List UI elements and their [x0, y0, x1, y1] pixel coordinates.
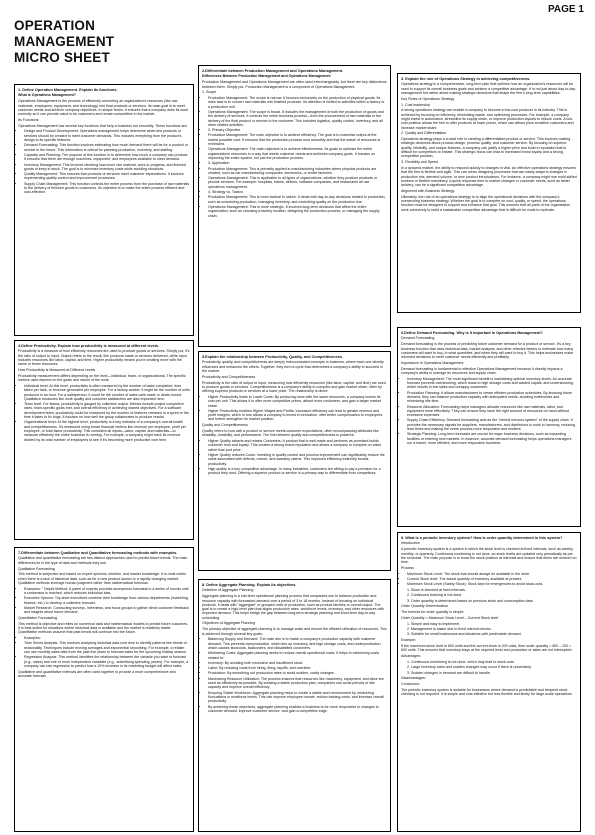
paragraph: Operations strategy plays a crucial role in creating a differentiated product or service. This involves making strategic decisions about product design, process quality, and customer service. By focusing on superior quality, reliability, and unique features, a company can justify a higher price and build a reputation that is difficult for competitors to imitate. This strategic focus can lead to increased brand loyalty and a strong competitive position. — [401, 137, 571, 159]
list-item: • High quality is a key competitive advantage: In many industries, customers are willing to pay a premium for a product they trust. Offering a superior product or service is a primary way to differentiate from competitors. — [208, 467, 387, 476]
paragraph: Quantitative Forecasting — [18, 615, 57, 620]
list-item: • Labor: By reducing costs from hiring, firing, layoffs, and overtime. — [208, 666, 387, 670]
paragraph: Process — [401, 565, 414, 570]
paragraph: Operations Management is the process of efficiently converting an organization's resources (like raw materials, employees, equipment, and technology) into final products or services. Its main goal is to meet customer needs and achieve company objectives. In simple terms, it ensures that a company does its work correctly so it can provide value to its customers and remain competitive in the market. — [18, 99, 188, 117]
section-heading: 1. Define Operation Management. Explain its functions. — [18, 88, 118, 92]
title-line: OPERATION — [14, 18, 96, 33]
list-item: • Higher Productivity enables Higher Wages and Profits: Increased efficiency can lead to greater revenue and profit margins, which in turn allows a company to invest in innovation, offer better compensation to employees, and further strengthen its market position. — [208, 409, 387, 422]
paragraph: Order Quantity Determination — [401, 604, 448, 609]
list-item: • Strategic Planning: Long-term forecasts are crucial for major business decisions, such as expanding facilities or entering new markets. In essence, accurate demand forecasting helps operations managers run a leaner, more efficient, and more responsive business. — [407, 432, 577, 445]
paragraph: Introduction — [401, 541, 420, 546]
paragraph: Demand forecasting is the process of predicting future customer demand for a product or service. It's a key business function that uses historical data, market analysis, and other relevant factors to estimate how many customers will want to buy, in what quantities, and when they will want to buy it. This helps businesses make informed decisions to meet customer needs efficiently and profitably. — [401, 342, 574, 360]
list-item: • Design and Product Development: Operations management helps determine what new products or services should be created to meet customer demands. This includes everything from the product's design to its specific features. — [24, 129, 190, 142]
bullet-list — [401, 572, 577, 587]
paragraph: Its Functions: — [18, 117, 40, 122]
list-item: • 2. Primary Objective — [208, 128, 387, 132]
list-item: • Organizational level: At the highest level, productivity is a key indicator of a company's overall health and competitiveness. It's measured using broad financial metrics like revenue per employee, profit per employee, or total factor productivity. This considers all inputs—labor, capital, and materials—to measure efficiently the entire business is running. For example, a company might track its revenue divided by its total number of employees to see if it's becoming more productive over time. — [24, 420, 190, 441]
list-item: • Executive Opinion: Top-level executives combine their knowledge from various departments (marketing, finance, etc.) to develop a collective forecast. — [24, 596, 190, 605]
paragraph: Production Management and Operations Management are often used interchangeably, but there are key distinctions between them. Simply put, Production Management is a component of Operations Management. — [202, 80, 387, 89]
paragraph: Quality refers to how well a product or service meets customer expectations, often encompassing attributes like reliability, durability, and performance. The link between quality and competitiveness is powerful: — [202, 429, 379, 438]
list-item: • Inventory Management: The most significant benefit is maintaining optimal inventory levels. An accurate forecast prevents overstocking, which leads to high storage costs and wasted capital, and understocking, which results in lost sales and unhappy customers. — [407, 377, 577, 390]
list-item: • Production Planning: It allows manufacturers to create efficient production schedules. By knowing future demand, they can balance production capacity with anticipated needs, avoiding bottlenecks and minimizing idle time. — [407, 391, 577, 404]
bullet-list — [18, 384, 190, 442]
paragraph: If the maximum stock level is 800 units and the current stock is 200 units, then order quantity = 800 – 200 = 600 units. This ensures that inventory stays at the required level and production or sales are not interrupted. — [401, 644, 573, 653]
section-q7 — [14, 547, 194, 832]
list-item: 3. Suitable for small businesses and situations with predictable demand. — [407, 632, 522, 637]
section-q1 — [14, 84, 194, 336]
paragraph: Definition of Aggregate Planning — [202, 588, 254, 593]
paragraph: 3. Flexibility and Speed — [401, 160, 439, 165]
list-item: • Examples: " Delphi Method: A panel of experts provides anonymous forecasts in a series of rounds until a consensus is reached, which reduces individual bias. — [24, 587, 190, 596]
list-item: • Production: By smoothing out production rates to avoid sudden, costly changes. — [208, 671, 387, 675]
list-item: 1. Stock is checked at fixed intervals. — [407, 588, 466, 593]
list-item: • Production Management: The main objective is to achieve efficiency. The goal is to maximize output at the lowest possible cost. It ensures that the production process runs smoothly and that the waste of resources is minimized. — [208, 133, 387, 146]
list-item: • Production Management: This is primarily applied in manufacturing industries where physical products are created, such as car manufacturing companies, electronics, or textile factories. — [208, 167, 387, 176]
paragraph: In a dynamic market, the ability to respond quickly to changes is vital. An effective operations strategy ensures that the firm is flexible and agile. This can mean designing processes that can easily adapt to changes in production mix, demand volume, or new product introductions. For instance, a company might use multi-skilled workers or flexible machinery. A quick response time to market changes or customer needs, such as faster delivery, can be a significant competitive advantage. — [401, 165, 577, 188]
paragraph: A strong operations strategy can enable a company to become a low-cost producer in its industry. This is achieved by focusing on efficiency, eliminating waste, and optimizing processes. For example, a company might invest in automation, streamline its supply chain, or improve production layouts to reduce costs. A low-cost position allows the firm to offer products at lower prices, which can attract price-sensitive customers and increase market share. — [401, 108, 574, 130]
section-heading: 2.Differentiate between Production Management and Operations Management. — [202, 69, 344, 73]
paragraph: Ultimately, the role of an operations strategy is to align the operational decisions with the company's overarching business strategy. Whether the goal is to compete on cost, quality, or speed, the operations function must be designed to support and enhance that goal. This ensures that all parts of the organization work cohesively to build a sustainable competitive advantage that is difficult for rivals to replicate. — [401, 194, 571, 212]
section-q3 — [397, 73, 581, 313]
bullet-list — [401, 660, 577, 675]
paragraph: Conclusion: — [401, 682, 420, 687]
list-item: • Examples: — [24, 636, 190, 640]
page-number: PAGE 1 — [548, 4, 584, 15]
bullet-list — [202, 637, 387, 713]
list-item: 3. Sudden changes in demand are difficult to handle. — [407, 670, 491, 675]
paragraph: This method is objective and relies on numerical data and mathematical models to predict future outcomes. It is best suited for situations where historical data is available and the market is relatively stable. Quantitative methods assume that past trends will continue into the future. — [18, 621, 189, 635]
paragraph: Objectives of Aggregate Planning — [202, 621, 256, 626]
paragraph: The primary objective of aggregate planning is to manage costs and ensure the efficient utilization of resources. This is achieved through several key goals: — [202, 627, 387, 636]
paragraph: Productivity and Competitiveness — [202, 374, 256, 379]
bullet-list — [401, 622, 577, 637]
section-subheading: Differences Between Production Management and Operations Management — [202, 74, 331, 79]
bullet-list — [18, 636, 190, 668]
paragraph: Disadvantages: — [401, 676, 426, 681]
bullet-list — [401, 377, 577, 445]
list-item: • Higher Quality reduces Costs: Investing in quality control and process improvement can significantly reduce the costs associated with defects, rework, and warranty claims. This improved efficiency indirectly boosts productivity. — [208, 453, 387, 466]
list-item: • Capacity and Planning: The purpose of this function is to determine how much a company can produce. It ensures that there are enough machines, equipment, and employees available to meet demand. — [24, 153, 190, 162]
paragraph: Demand Forecasting — [401, 336, 435, 341]
paragraph: Productivity measurement differs depending on the level—individual, team, or organizational. The specific metrics used depend on the goals and nature of the work. — [18, 373, 186, 383]
section-heading: 5.Explain the relationship between Productivity, Quality, and Competitiveness. — [202, 355, 344, 359]
bullet-list — [202, 395, 387, 422]
list-item: • 4. Strategy vs. Tactics — [208, 190, 387, 194]
title-line: MANAGEMENT — [14, 34, 115, 49]
list-item: • Supply Chain Management: This function controls the entire process from the purchase of raw materials to the delivery of finished goods to customers. Its objective is to make the entire process efficient and cost-effective. — [24, 182, 190, 195]
bullet-list — [18, 129, 190, 194]
list-item: • Higher Quality attracts and retains Customers: A product that is well-made and performs as promised builds customer trust and loyalty. This creates a strong brand reputation and allows a company to compete on value rather than just price. — [208, 439, 387, 452]
paragraph: Quality and Competitiveness — [202, 423, 248, 428]
section-heading: 6.Define Demand Forecasting. Why is it important in Operations Management? — [401, 331, 543, 335]
paragraph: Operations Management has several key functions that help a business run smoothly. These functions are: — [18, 123, 188, 128]
bullet-list — [202, 96, 387, 218]
paragraph: Productivity, quality, and competitiveness are deeply interconnected concepts in business, where each one directly influences and enhances the others. Together, they form a cycle that determines a company's ability to succeed in the market. — [202, 360, 384, 373]
list-item: • Operations Management: This is applicable to all types of organizations, whether they produce products or provide services. For example: hospitals, banks, airlines, software companies, and restaurants all use operations management. — [208, 176, 387, 189]
page-title — [14, 18, 114, 66]
paragraph: Alignment with Business Strategy — [401, 188, 455, 193]
list-item: 1. Simple and easy to implement. — [407, 621, 461, 626]
list-item: 2. Management is easier due to fixed interval checks. — [407, 627, 492, 632]
paragraph: Key Roles of Operations Strategy — [401, 96, 455, 101]
bullet-list — [18, 587, 190, 615]
list-item: • Supply Chain Efficiency: Demand forecasting acts as the "central nervous system" of the supply chain. It provides the necessary signals for suppliers, manufacturers, and distributors to work in harmony, reducing lead times and making the entire process more responsive and resilient. — [407, 418, 577, 431]
list-item: • 3. Application — [208, 161, 387, 165]
section-q4 — [14, 340, 194, 540]
paragraph: The periodic inventory system is suitable for businesses where demand is predictable and frequent stock checking is not required. It is simple and cost-effective but less flexible and timely for large-scale operations. — [401, 687, 573, 697]
section-heading: 7.Differentiate between Qualitative and Quantitative forecasting methods with examples. — [18, 551, 178, 555]
paragraph: Qualitative and quantitative methods are often used together to provide a more comprehensive and accurate forecast. — [18, 669, 176, 679]
paragraph: A periodic inventory system is a system in which the stock level is checked at fixed intervals, such as weekly, monthly, or quarterly. Continuous monitoring is not done, so stock levels are updated only periodically as per the schedule. The main purpose is to know the stock position at intervals and ensure that items are ordered on time. — [401, 547, 577, 565]
list-item: • Production Management: The scope is narrow. It focuses exclusively on the production of physical goods. Its main task is to convert raw materials into finished products. Its attention is limited to activities within a factory or a production unit. — [208, 96, 387, 109]
section-q6 — [397, 327, 581, 527]
paragraph: Demand forecasting is fundamental to effective Operations Management because it directly impacts a company's ability to manage its resources and supply chain. — [401, 366, 563, 375]
paragraph: 2. Quality and Differentiation — [401, 131, 447, 136]
paragraph: Qualitative and quantitative forecasting are two distinct approaches used to predict future trends. The main differences lie in the type of data and methods they use. — [18, 556, 188, 565]
paragraph: Importance in Operations Management — [401, 360, 464, 365]
bullet-list — [202, 439, 387, 475]
list-item: • Production Management: This is more tactical in nature. It deals with day-to-day decisions related to production, such as scheduling production, managing inventory, and controlling quality on the production line. — [208, 195, 387, 204]
list-item: • Team level: For teams, productivity is gauged by collective output. Metrics include project completion rates, team-specific goals met, and overall efficiency in achieving shared objectives. For a software development team, productivity could be measured by the number of features released in a sprint or the time it takes to fix bugs. It focuses on how well the group collaborates to produce results. — [24, 402, 190, 419]
paragraph: Operations strategy is a comprehensive, long-term plan that outlines how an organization's resources will be used to support its overall business goals and achieve a competitive advantage. It is not just about day-to-day management but rather about making strategic decisions that shape the firm's long-term capabilities. — [401, 82, 576, 95]
section-q9 — [397, 532, 581, 832]
title-line: MICRO SHEET — [14, 50, 110, 65]
paragraph: The formula for order quantity is simple: — [401, 610, 465, 615]
bullet-list — [401, 588, 577, 603]
paragraph: Order Quantity = Maximum Stock Level – Current Stock level — [401, 616, 499, 621]
paragraph: 1. Scope — [202, 90, 217, 95]
list-item: • Inventory: By avoiding both excessive and insufficient stock. — [208, 661, 387, 665]
list-item: • Current Stock level: The actual quantity of inventory available at present. — [407, 577, 577, 581]
list-item: 2. Large inventory sizes and sudden changes may occur if there is uncertainty. — [407, 665, 532, 670]
section-q8 — [198, 579, 391, 832]
list-item: • Higher Productivity leads to Lower Costs: By producing more with the same resources, a company lowers its cost per unit. This allows it to offer more competitive prices, attract more customers, and gain a larger market share. — [208, 395, 387, 408]
paragraph: Qualitative Forecasting — [18, 566, 55, 571]
list-item: • By achieving these objectives, aggregate planning enables a business to be more responsive to changes in customer demand, improve customer service, and gain a competitive edge. — [208, 705, 387, 714]
section-heading: 8. Define Aggregate Planning. Explain its objectives. — [202, 583, 297, 587]
section-heading: 4.Define Productivity. Explain how productivity is measured at different levels. — [18, 344, 160, 348]
list-item: • Resource Allocation: Forecasting helps managers allocate resources like raw materials, labor, and equipment more effectively. They can ensure they have the right amount of resources on hand without excessive expenses. — [407, 405, 577, 418]
list-item: 2. Continuous tracking is not done. — [407, 593, 463, 598]
section-q2 — [198, 65, 391, 347]
list-item: • Market Research: Conducting surveys, interviews, and focus groups to gather direct customer feedback and insights about future demand. — [24, 606, 190, 615]
paragraph: Productivity is the ratio of output to input, measuring how efficiently resources (like labor, capital, and time) are used to produce goods or services. Competitiveness is a company's ability to compete and gain market share, often by offering superior products or services at a lower price. The relationship is direct: — [202, 380, 386, 394]
section-subheading: What is Operations Management? — [18, 93, 76, 98]
list-item: • Minimizing Costs: Aggregate planning seeks to reduce overall operational costs. It helps in minimizing costs related to: — [208, 651, 387, 660]
list-item: • Ensuring Stable Workforce: Aggregate planning helps to create a stable work environment by minimizing fluctuations in workforce levels. This can improve employee morale, reduce training costs, and increase overall productivity. — [208, 691, 387, 704]
paragraph: Aggregate planning is a mid-term operational planning process that companies use to balance production and resource capacity with forecasted demand over a period of 3 to 18 months. Instead of focusing on individual products, it deals with "aggregate" or grouped units of production, such as product families or overall output. The goal is to create a high-level plan that aligns production rates, workforce levels, inventory, and other resources with expected demand. This helps bridge the gap between long-term strategic planning and short-term day-to-day scheduling. — [202, 594, 385, 620]
list-item: • Operations Management: The main objective is to achieve effectiveness. Its goals to optimize the entire organization's resources in a way that meets customer needs and achieves company goals. It focuses on improving the entire system, not just the production process. — [208, 147, 387, 160]
paragraph: How Productivity is Measured at Different Levels — [18, 368, 96, 373]
list-item: • Demand Forecasting: This function involves estimating how much demand there will be for a product or service in the future. This information is critical for planning production, inventory, and staffing. — [24, 143, 190, 152]
list-item: • Maximum Stock Level: The stock that should always be available in the store. — [407, 572, 577, 576]
list-item: • Maximizing Resource Utilization: The process ensures that resources like machinery, equipment, and labor are used as effectively as possible. By creating a stable production plan, companies can avoid periods of idle capacity and improve overall efficiency. — [208, 677, 387, 690]
list-item: • Individual level: At this level, productivity is often measured by the number of tasks completed, time taken per task, or revenue generated per employee. For a factory worker, it might be the number of units produced in an hour. For a salesperson, it could be the number of sales calls made or deals closed. Qualitative measures like work quality and customer satisfaction are also important here. — [24, 384, 190, 401]
paragraph: Example: — [401, 638, 416, 643]
list-item: • Balancing Supply and Demand: The main aim is to match a company's production capacity with customer demand. This prevents overproduction, which ties up inventory, and high storage costs, and underproduction, which causes stockouts, backorders, and dissatisfied customers. — [208, 637, 387, 650]
list-item: 1. Continuous monitoring is not done, which may lead to stock-outs. — [407, 659, 515, 664]
paragraph: Productivity is a measure of how efficiently resources are used to produce goods or services. Simply put, it's the ratio of output to input. Output refers to the result, like products made or services delivered, while input includes resources like labor, capital, and time. Higher productivity means you're creating more with the same or fewer resources. — [18, 349, 190, 367]
list-item: 3. Order quantity is determined based on previous stock and consumption data. — [407, 598, 534, 603]
paragraph: This method is subjective and based on expert opinions, intuition, and market knowledge. It is most useful when there is a lack of historical data, such as for a new product launch or a rapidly changing market. Qualitative methods leverage human judgment rather than mathematical formulas. — [18, 572, 187, 585]
section-q5 — [198, 351, 391, 571]
list-item: • Inventory Management: This involves deciding how much raw material, work-in-progress, and finished goods to keep in stock. The goal is to minimize inventory costs while avoiding stockouts. — [24, 163, 190, 172]
paragraph: Advantages: — [401, 654, 421, 659]
section-heading: 3. Explain the role of Operations Strategy in achieving competitiveness. — [401, 77, 531, 81]
list-item: • Regression Analysis: This method identifies the relationship between the variable you want to forecast (e.g., sales) and one or more independent variables (e.g., advertising spending, prices). For example, a company can use regression to predict how a 10% increase in its marketing budget will affect sales. — [24, 655, 190, 668]
list-item: • Time Series Analysis: This involves analyzing historical data over time to identify patterns like trends or seasonality. Techniques include moving averages and exponential smoothing. For example, a retailer can use monthly sales data from the past five years to forecast sales for the upcoming holiday season. — [24, 641, 190, 654]
list-item: • Operations Management: This is more strategic. It involves long-term decisions that affect the entire organization, such as choosing a factory location, designing the production process, or managing the supply chain. — [208, 205, 387, 218]
paragraph: 1. Cost leadership — [401, 102, 430, 107]
list-item: • Maximum Stock Level (Safety Stock): Stock kept for emergencies to avoid stock-outs. — [407, 582, 577, 586]
list-item: • Operations Management: The scope is broad. It includes the management of both the production of goods and the delivery of services. It controls the entire business process—from the procurement of raw materials to the delivery of the final product or service to the customer. This includes logistics, quality control, inventory, and all other related activities. — [208, 110, 387, 127]
list-item: • Quality Management: This ensures that products or services meet customer expectations. It involves implementing quality control and improvement processes. — [24, 172, 190, 181]
section-heading: 9. What is a periodic inventory system? How is order quantity determined in this system? — [401, 536, 563, 540]
